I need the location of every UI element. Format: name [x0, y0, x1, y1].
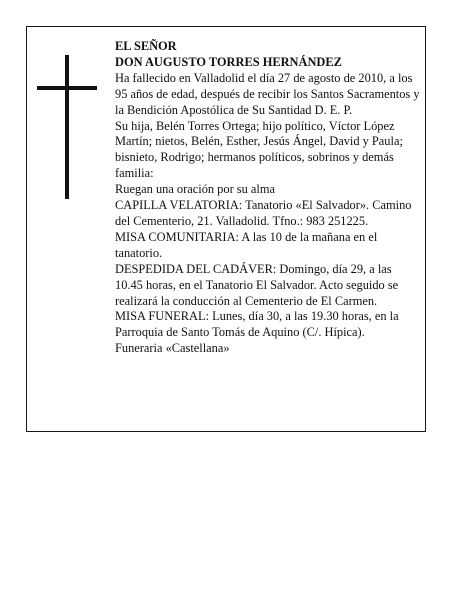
farewell-info: DESPEDIDA DEL CADÁVER: Domingo, día 29, a las 10.45 horas, en el Tanatorio El Salvador. Acto seguido se realizará la conducción al Cementerio de El Carmen. [115, 261, 399, 308]
funeral-mass-info: MISA FUNERAL: Lunes, día 30, a las 19.30 horas, en la Parroquia de Santo Tomás de Aquino (C/. Hípica). [115, 309, 399, 340]
chapel-info: CAPILLA VELATORIA: Tanatorio «El Salvador». Camino del Cementerio, 21. Valladolid. Tfno.: 983 251225. [115, 198, 412, 228]
prayer-request: Ruegan una oración por su alma [115, 182, 275, 197]
death-notice: Ha fallecido en Valladolid el día 27 de agosto de 2010, a los 95 años de edad, después de recibir los Santos Sacramentos y la Bendición Apostólica de Su Santidad D. E. P. [115, 70, 420, 117]
cross-vertical-bar [65, 55, 69, 199]
obituary-notice [26, 26, 426, 432]
cross-icon [37, 55, 97, 199]
community-mass-info: MISA COMUNITARIA: A las 10 de la mañana en el tanatorio. [115, 229, 378, 260]
deceased-name: DON AUGUSTO TORRES HERNÁNDEZ [115, 54, 342, 69]
obituary-heading: EL SEÑOR [115, 39, 177, 53]
family-list: Su hija, Belén Torres Ortega; hijo político, Víctor López Martín; nietos, Belén, Esther, Jesús Ángel, David y Paula; bisnieto, Rodrigo; hermanos políticos, sobrinos y demás familia: [115, 118, 403, 181]
cross-horizontal-bar [37, 86, 97, 90]
obituary-text [115, 39, 421, 357]
funeral-home: Funeraria «Castellana» [115, 341, 230, 356]
